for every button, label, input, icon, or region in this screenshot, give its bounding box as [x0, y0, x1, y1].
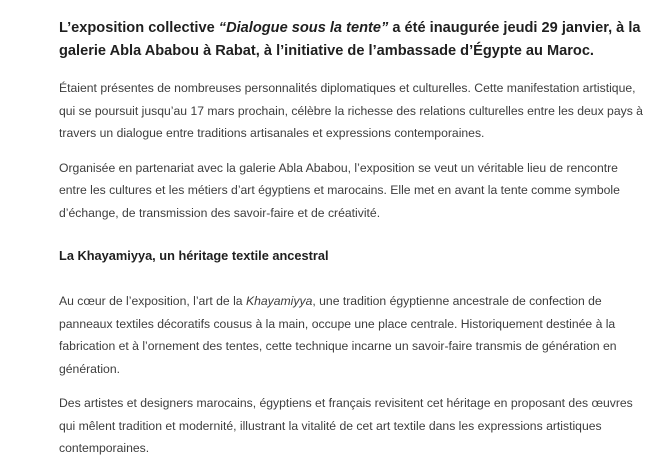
khayamiyya-term: Khayamiyya	[245, 294, 313, 308]
khayamiyya-intro-text: Au cœur de l’exposition, l’art de la	[59, 294, 246, 308]
paragraph-khayamiyya	[59, 290, 646, 380]
khayamiyya-rest-text: , une tradition égyptienne ancestrale de confection de panneaux textiles décoratifs cousus à la main, occupe une place centrale. Historiquement destinée à la fabrication et à l’ornement des tentes, cette technique incarne un savoir-faire transmis de génération en génération.	[59, 294, 617, 376]
paragraph-attendees: Étaient présentes de nombreuses personnalités diplomatiques et culturelles. Cette manifestation artistique, qui se poursuit jusqu’au 17 mars prochain, célèbre la richesse des relations culturelles entre les deux pays à travers un dialogue entre traditions artisanales et expressions contemporaines.	[59, 81, 643, 140]
lead-intro-text: L’exposition collective	[59, 20, 219, 36]
exhibition-title: “Dialogue sous la tente”	[218, 20, 389, 36]
section-heading: La Khayamiyya, un héritage textile ancestral	[59, 248, 329, 263]
article-lead	[59, 17, 646, 63]
lead-rest-text: a été inaugurée jeudi 29 janvier, à la galerie Abla Ababou à Rabat, à l’initiative de l’ambassade d’Égypte au Maroc.	[59, 20, 641, 59]
paragraph-artists: Des artistes et designers marocains, égyptiens et français revisitent cet héritage en proposant des œuvres qui mêlent tradition et modernité, illustrant la vitalité de cet art textile dans les expressions artistiques contemporaines.	[59, 396, 633, 455]
paragraph-partnership: Organisée en partenariat avec la galerie Abla Ababou, l’exposition se veut un véritable lieu de rencontre entre les cultures et les métiers d’art égyptiens et marocains. Elle met en avant la tente comme symbole d’échange, de transmission des savoir-faire et de créativité.	[59, 160, 620, 220]
